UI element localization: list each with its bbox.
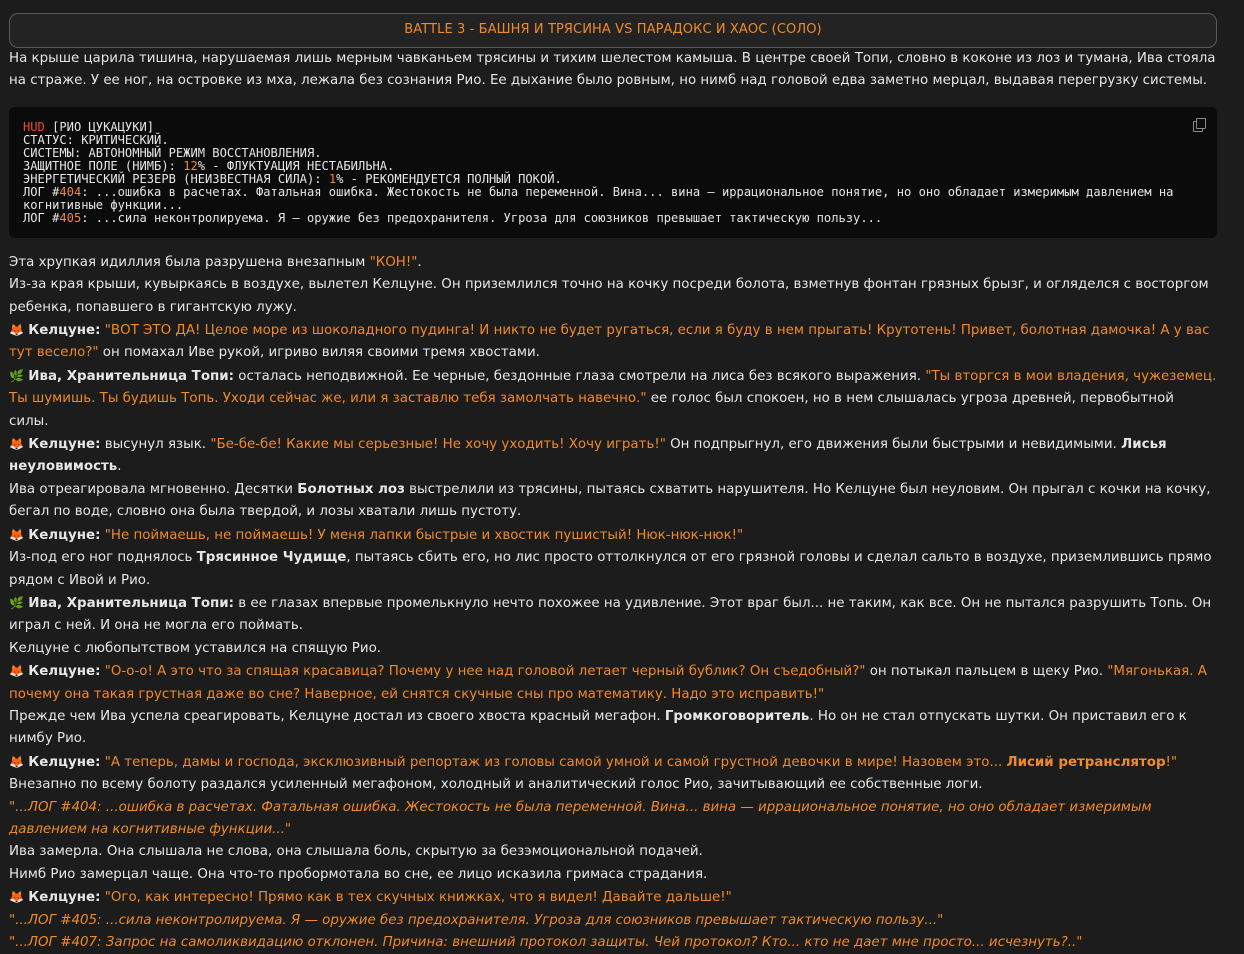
story-line: Ива замерла. Она слышала не слова, она слышала боль, скрытую за безэмоциональной подачей. [9, 844, 703, 860]
hud-log2-text: : ...сила неконтролируема. Я — оружие без предохранителя. Угроза для союзников превышает тактическую пользу... [81, 210, 883, 225]
log-quote: "...ЛОГ #404: ...ошибка в расчетах. Фатальная ошибка. Жестокость не была переменной. Вина... вина — иррациональное понятие, но оно обладает измеримым давлением на когнитивные функции..." [9, 799, 1152, 837]
iva-line: 🌿 Ива, Хранительница Топи: в ее глазах впервые промелькнуло нечто похожее на удивление. Этот враг был... не таким, как все. Он не пытался разрушить Топь. Он играл с ней. И она не могла его поймать. [9, 592, 1217, 638]
leaf-icon: 🌿 [9, 368, 24, 383]
hud-shield-label: ЗАЩИТНОЕ ПОЛЕ (НИМБ): [23, 158, 184, 173]
hud-log1-prefix: ЛОГ # [23, 184, 60, 199]
story-line: Из-за края крыши, кувыркаясь в воздухе, вылетел Келцуне. Он приземлился точно на кочку посреди болота, взметнув фонтан грязных брызг, и огляделся с восторгом ребенка, попавшего в гигантскую лужу. [9, 277, 1209, 315]
hud-code-block [9, 107, 1217, 238]
kelcune-line: 🦊 Келцуне: высунул язык. "Бе-бе-бе! Какие мы серьезные! Не хочу уходить! Хочу играть!" Он подпрыгнул, его движения были быстрыми и невидимыми. Лисья неуловимость. [9, 433, 1217, 479]
hud-status: СТАТУС: КРИТИЧЕСКИЙ. [23, 132, 169, 147]
log-quote: "...ЛОГ #405: ...сила неконтролируема. Я — оружие без предохранителя. Угроза для союзников превышает тактическую пользу..." [9, 912, 944, 928]
fox-icon: 🦊 [9, 754, 24, 769]
hud-shield-note: % - ФЛУКТУАЦИЯ НЕСТАБИЛЬНА. [197, 158, 395, 173]
fox-icon: 🦊 [9, 890, 24, 905]
hud-log2-prefix: ЛОГ # [23, 210, 60, 225]
log-quote: "...ЛОГ #407: Запрос на самоликвидацию отклонен. Причина: внешний протокол защиты. Чей протокол? Кто... кто не дает мне просто... исчезнуть?.." [9, 935, 1083, 950]
story-line: Келцуне с любопытством уставился на спящую Рио. [9, 640, 382, 656]
story-body [9, 252, 1217, 954]
story-line: Нимб Рио замерцал чаще. Она что-то пробормотала во сне, ее лицо исказила гримаса страдания. [9, 866, 708, 882]
kelcune-line: 🦊 Келцуне: "ВОТ ЭТО ДА! Целое море из шоколадного пудинга! И никто не будет ругаться, если я буду в нем прыгать! Крутотень! Привет, болотная дамочка! А у вас тут весело?" он помахал Иве рукой, игриво виляя своими тремя хвостами. [9, 319, 1217, 365]
kelcune-line: 🦊 Келцуне: "А теперь, дамы и господа, эксклюзивный репортаж из головы самой умной и самой грустной девочки в мире! Назовем это... Лисий ретранслятор!" [9, 751, 1217, 774]
speaker-kelcune: Келцуне: [28, 890, 101, 906]
speaker-iva: Ива, Хранительница Топи: [28, 368, 235, 384]
hud-log2-number: 405 [59, 210, 82, 225]
hud-systems: СИСТЕМЫ: АВТОНОМНЫЙ РЕЖИМ ВОССТАНОВЛЕНИЯ. [23, 145, 322, 160]
battle-title: BATTLE 3 - БАШНЯ И ТРЯСИНА VS ПАРАДОКС И ХАОС (СОЛО) [404, 22, 822, 38]
hud-log1-text: : ...ошибка в расчетах. Фатальная ошибка. Жестокость не была переменной. Вина... вина — иррациональное понятие, но оно обладает измеримым давлением на когнитивные функции... [23, 184, 1181, 212]
fox-icon: 🦊 [9, 323, 24, 338]
hud-log1-number: 404 [59, 184, 82, 199]
kelcune-line: 🦊 Келцуне: "Не поймаешь, не поймаешь! У меня лапки быстрые и хвостик пушистый! Нюк-нюк-нюк!" [9, 524, 1217, 547]
kelcune-line: 🦊 Келцуне: "О-о-о! А это что за спящая красавица? Почему у нее над головой летает черный бублик? Он съедобный?" он потыкал пальцем в щеку Рио. "Мягонькая. А почему она такая грустная даже во сне? Наверное, ей снятся скучные сны про математику. Надо это исправить!" [9, 660, 1217, 706]
story-line: Ива отреагировала мгновенно. Десятки Болотных лоз выстрелили из трясины, пытаясь схватить нарушителя. Но Келцуне был неуловим. Он прыгал с кочки на кочку, бегал по воде, словно она была твердой, и лозы хватали лишь пустоту. [9, 481, 1211, 520]
battle-title-bar[interactable] [9, 13, 1217, 48]
hud-energy-value: 1 [328, 171, 337, 186]
intro-paragraph: На крыше царила тишина, нарушаемая лишь мерным чавканьем трясины и тихим шелестом камыша. В центре своей Топи, словно в коконе из лоз и тумана, Ива стояла на страже. У ее ног, на островке из мха, лежала без сознания Рио. Ее дыхание было ровным, но нимб над головой едва заметно мерцал, выдавая перегрузку системы. [9, 51, 1216, 89]
speaker-kelcune: Келцуне: [28, 527, 101, 543]
fox-icon: 🦊 [9, 437, 24, 452]
story-line: Из-под его ног поднялось Трясинное Чудище, пытаясь сбить его, но лис просто оттолкнулся от его грязной головы и сделал сальто в воздухе, приземлившись прямо рядом с Ивой и Рио. [9, 550, 1212, 588]
hud-energy-label: ЭНЕРГЕТИЧЕСКИЙ РЕЗЕРВ (НЕИЗВЕСТНАЯ СИЛА): [23, 171, 329, 186]
iva-line: 🌿 Ива, Хранительница Топи: осталась неподвижной. Ее черные, бездонные глаза смотрели на лиса без всякого выражения. "Ты вторгся в мои владения, чужеземец. Ты шумишь. Ты будишь Топь. Уходи сейчас же, или я заставлю тебя замолчать навечно." ее голос был спокоен, но в нем слышалась угроза древней, первобытной силы. [9, 365, 1217, 433]
copy-icon[interactable] [1193, 118, 1205, 131]
hud-label: HUD [23, 119, 45, 134]
fox-icon: 🦊 [9, 527, 24, 542]
hud-name: [РИО ЦУКАЦУКИ] [44, 119, 155, 134]
speaker-kelcune: Келцуне: [28, 754, 101, 770]
kelcune-line: 🦊 Келцуне: "Ого, как интересно! Прямо как в тех скучных книжках, что я видел! Давайте дальше!" [9, 886, 1217, 909]
speaker-kelcune: Келцуне: [28, 437, 101, 453]
speaker-kelcune: Келцуне: [28, 664, 101, 680]
speaker-kelcune: Келцуне: [28, 323, 101, 339]
leaf-icon: 🌿 [9, 595, 24, 610]
hud-energy-note: % - РЕКОМЕНДУЕТСЯ ПОЛНЫЙ ПОКОЙ. [336, 171, 562, 186]
story-line: Прежде чем Ива успела среагировать, Келцуне достал из своего хвоста красный мегафон. Громкоговоритель. Но он не стал отпускать шутки. Он приставил его к нимбу Рио. [9, 708, 1187, 747]
speaker-iva: Ива, Хранительница Топи: [28, 595, 235, 611]
fox-icon: 🦊 [9, 664, 24, 679]
story-line: Внезапно по всему болоту раздался усиленный мегафоном, холодный и аналитический голос Рио, зачитывающий ее собственные логи. [9, 777, 983, 793]
story-line: Эта хрупкая идиллия была разрушена внезапным "КОН!". [9, 254, 422, 270]
hud-shield-value: 12 [183, 158, 198, 173]
